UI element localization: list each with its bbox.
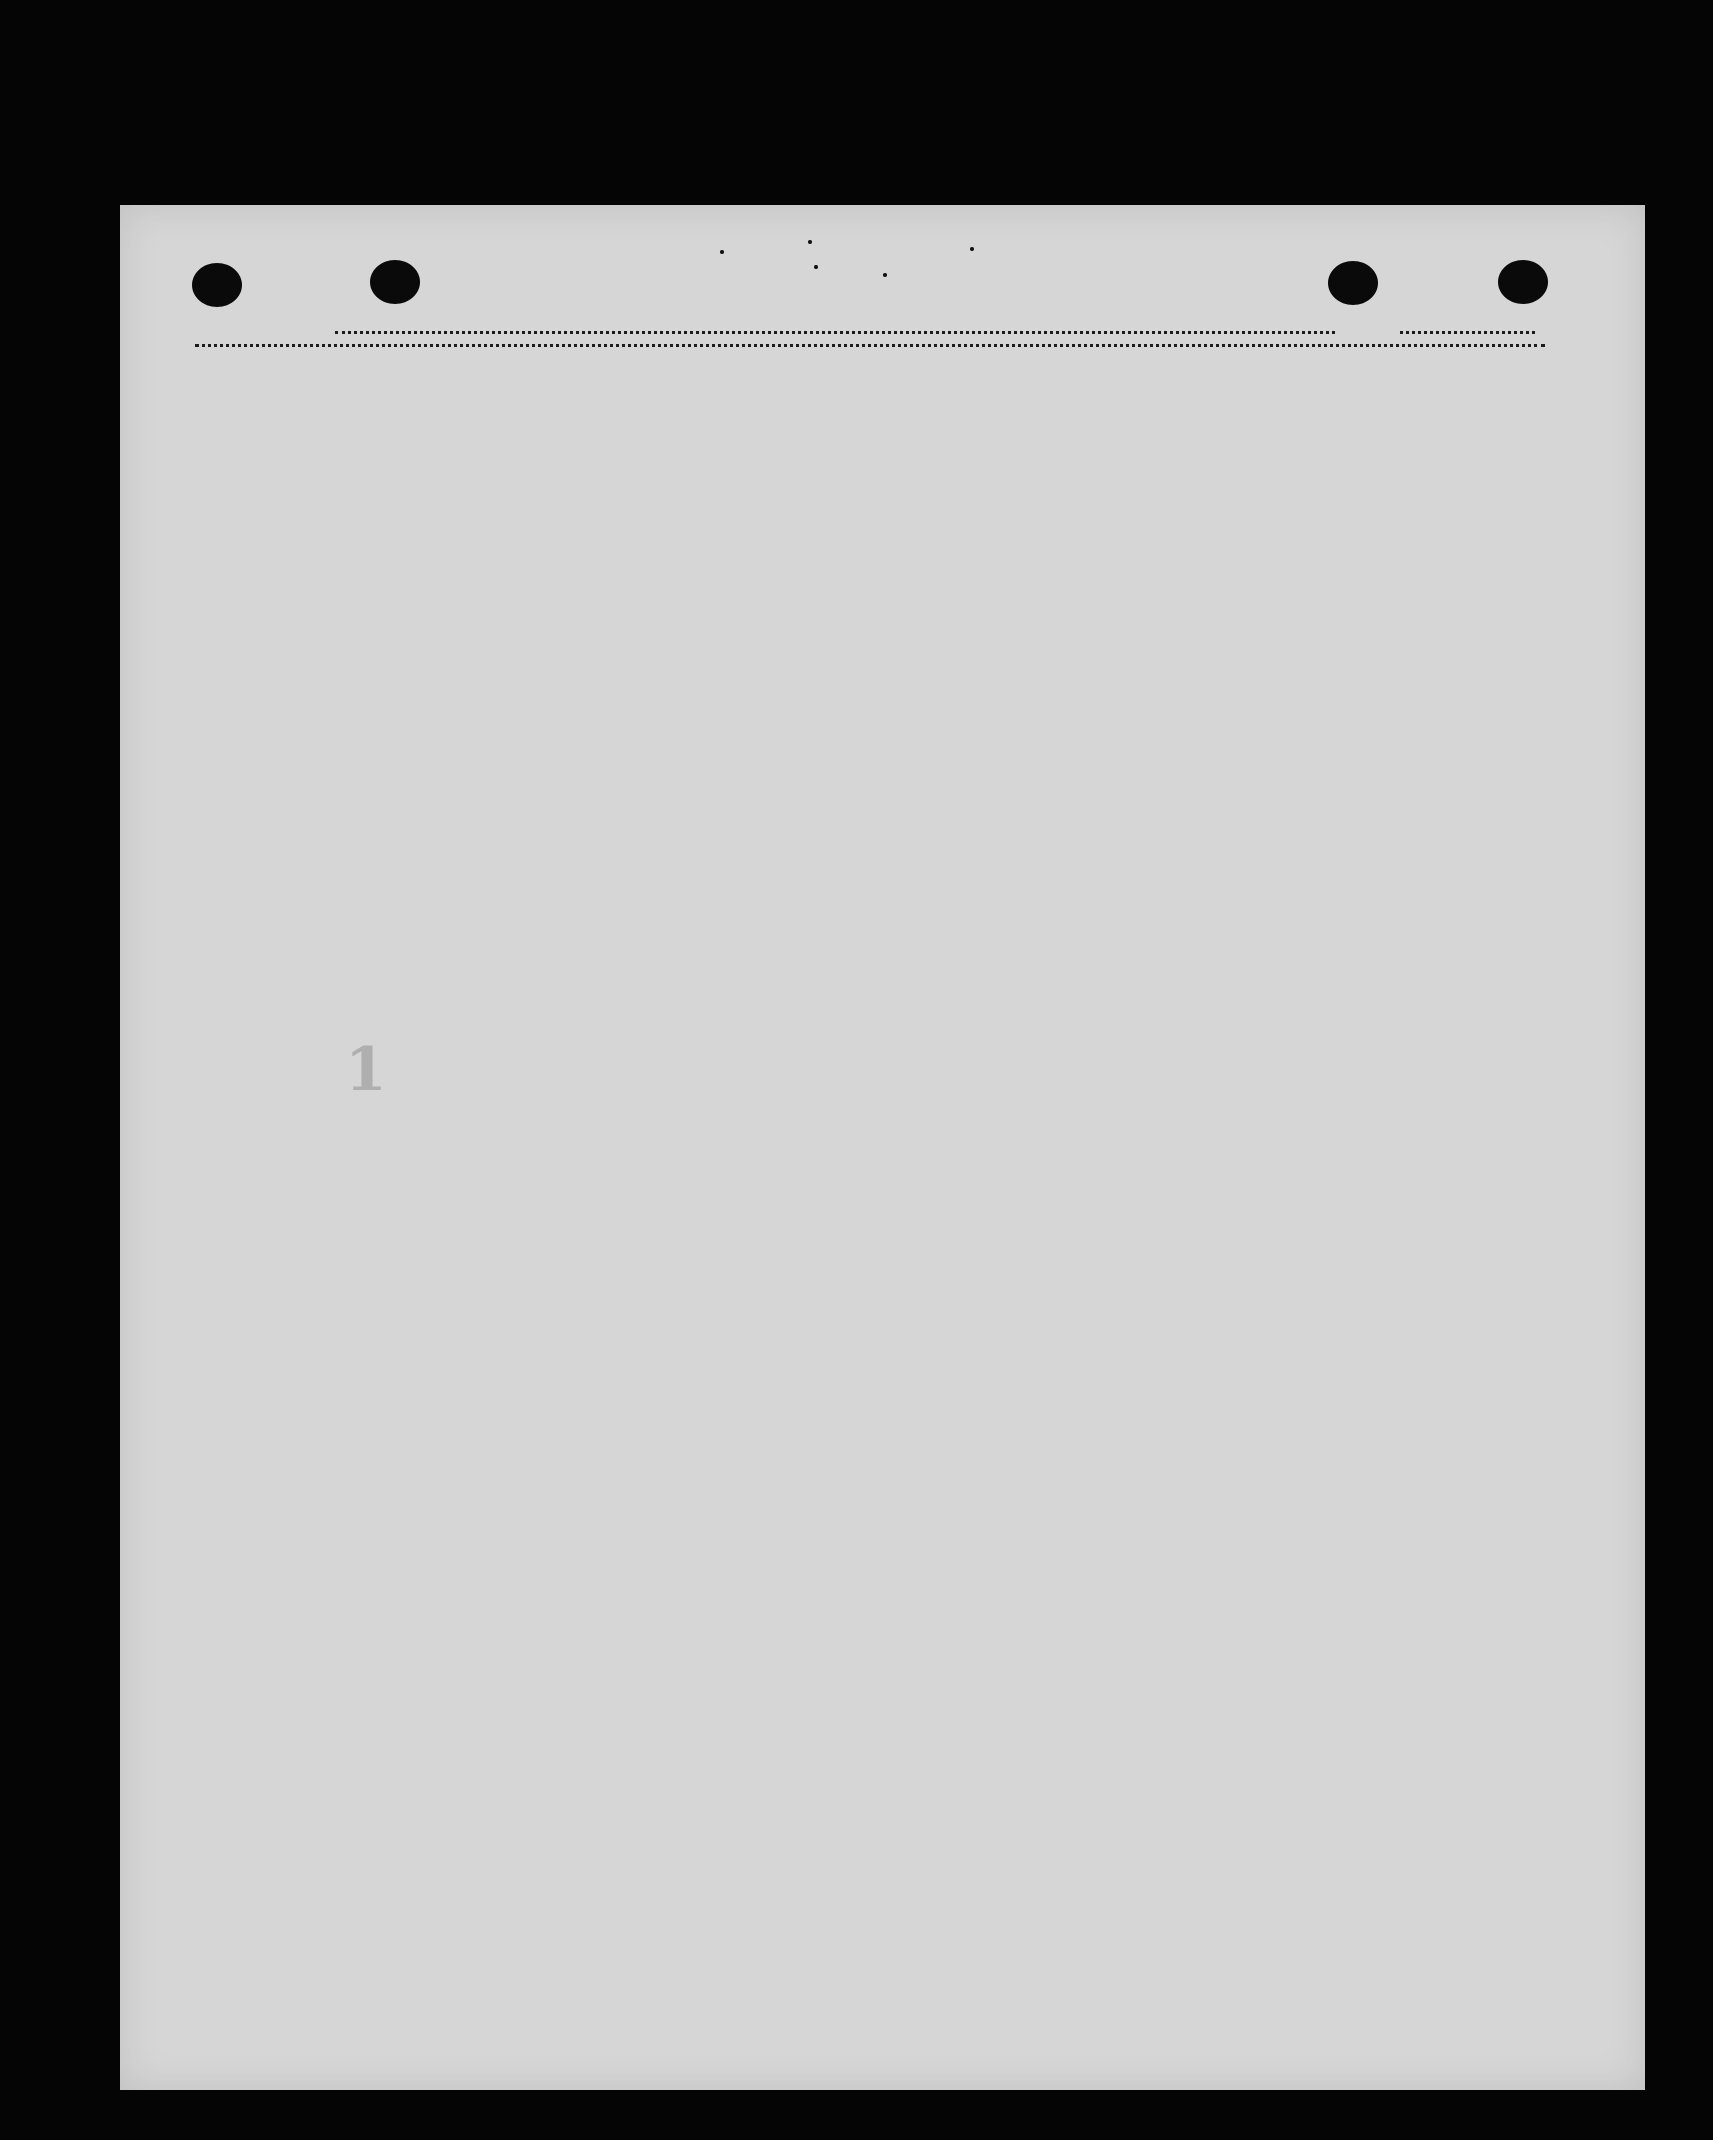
port-fill-line [335, 331, 1335, 334]
punch-hole-4 [1498, 260, 1548, 304]
header-top-rule [195, 344, 1545, 347]
punch-hole-3 [1328, 261, 1378, 305]
speck [883, 273, 887, 277]
speck [814, 265, 818, 269]
punch-hole-1 [192, 263, 242, 307]
speck [808, 240, 812, 244]
punch-hole-2 [370, 260, 420, 304]
year-fill-line [1400, 331, 1535, 334]
bleed-through-mark: 1 [345, 1035, 387, 1105]
speck [720, 250, 724, 254]
ledger-sheet [120, 205, 1645, 2090]
speck [970, 247, 974, 251]
